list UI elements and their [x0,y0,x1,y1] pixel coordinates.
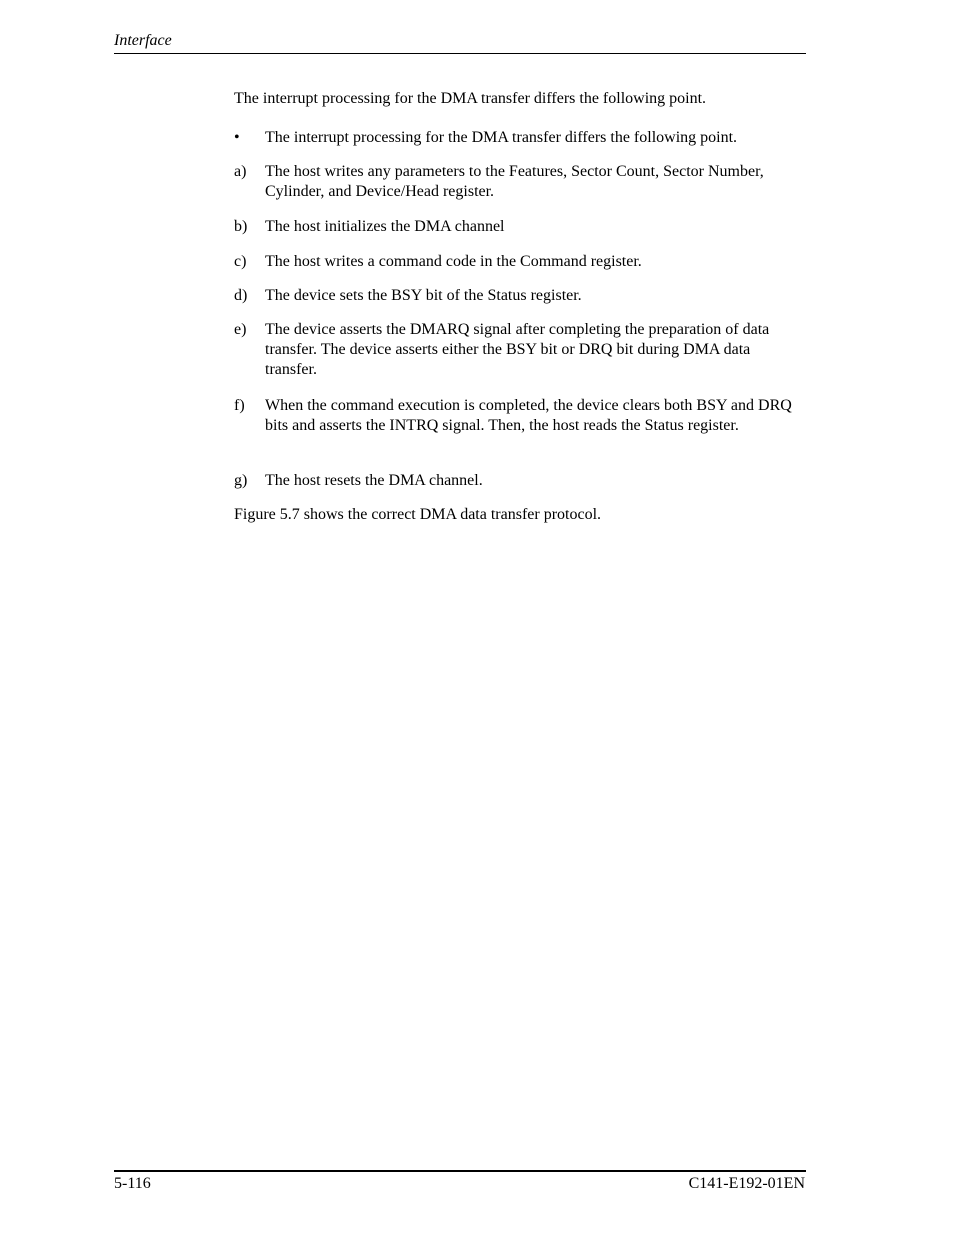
page-number: 5-116 [114,1175,151,1192]
list-marker: d) [234,287,248,304]
list-marker: • [234,129,240,146]
closing-paragraph: Figure 5.7 shows the correct DMA data transfer protocol. [234,506,602,523]
list-marker: a) [234,163,247,180]
list-item-text: The device sets the BSY bit of the Status register. [265,287,582,304]
list-item-text: The interrupt processing for the DMA transfer differs the following point. [265,129,738,146]
document-id: C141-E192-01EN [688,1175,805,1192]
list-item-a [234,162,804,202]
list-marker: b) [234,218,248,235]
header-rule [114,53,806,54]
list-marker: f) [234,397,245,414]
header-section-title: Interface [114,32,172,49]
list-item-bullet [234,128,804,148]
list-item-g [234,471,804,491]
list-item-text: The device asserts the DMARQ signal after completing the preparation of data transfer. The device asserts either the BSY bit or DRQ bit during DMA data transfer. [265,321,770,378]
list-marker: g) [234,472,248,489]
list-item-text: The host initializes the DMA channel [265,218,505,235]
list-marker: c) [234,253,247,270]
list-item-d [234,286,804,306]
intro-paragraph: The interrupt processing for the DMA transfer differs the following point. [234,90,707,107]
list-item-b [234,217,804,237]
list-item-f [234,396,804,436]
list-item-text: The host writes a command code in the Command register. [265,253,642,270]
list-marker: e) [234,321,247,338]
list-item-c [234,252,804,272]
footer-rule [114,1170,806,1172]
list-item-text: The host writes any parameters to the Features, Sector Count, Sector Number, Cylinder, and Device/Head register. [265,163,764,200]
list-item-text: The host resets the DMA channel. [265,472,483,489]
list-item-e [234,320,804,380]
list-item-text: When the command execution is completed, the device clears both BSY and DRQ bits and asserts the INTRQ signal. Then, the host reads the Status register. [265,397,792,434]
